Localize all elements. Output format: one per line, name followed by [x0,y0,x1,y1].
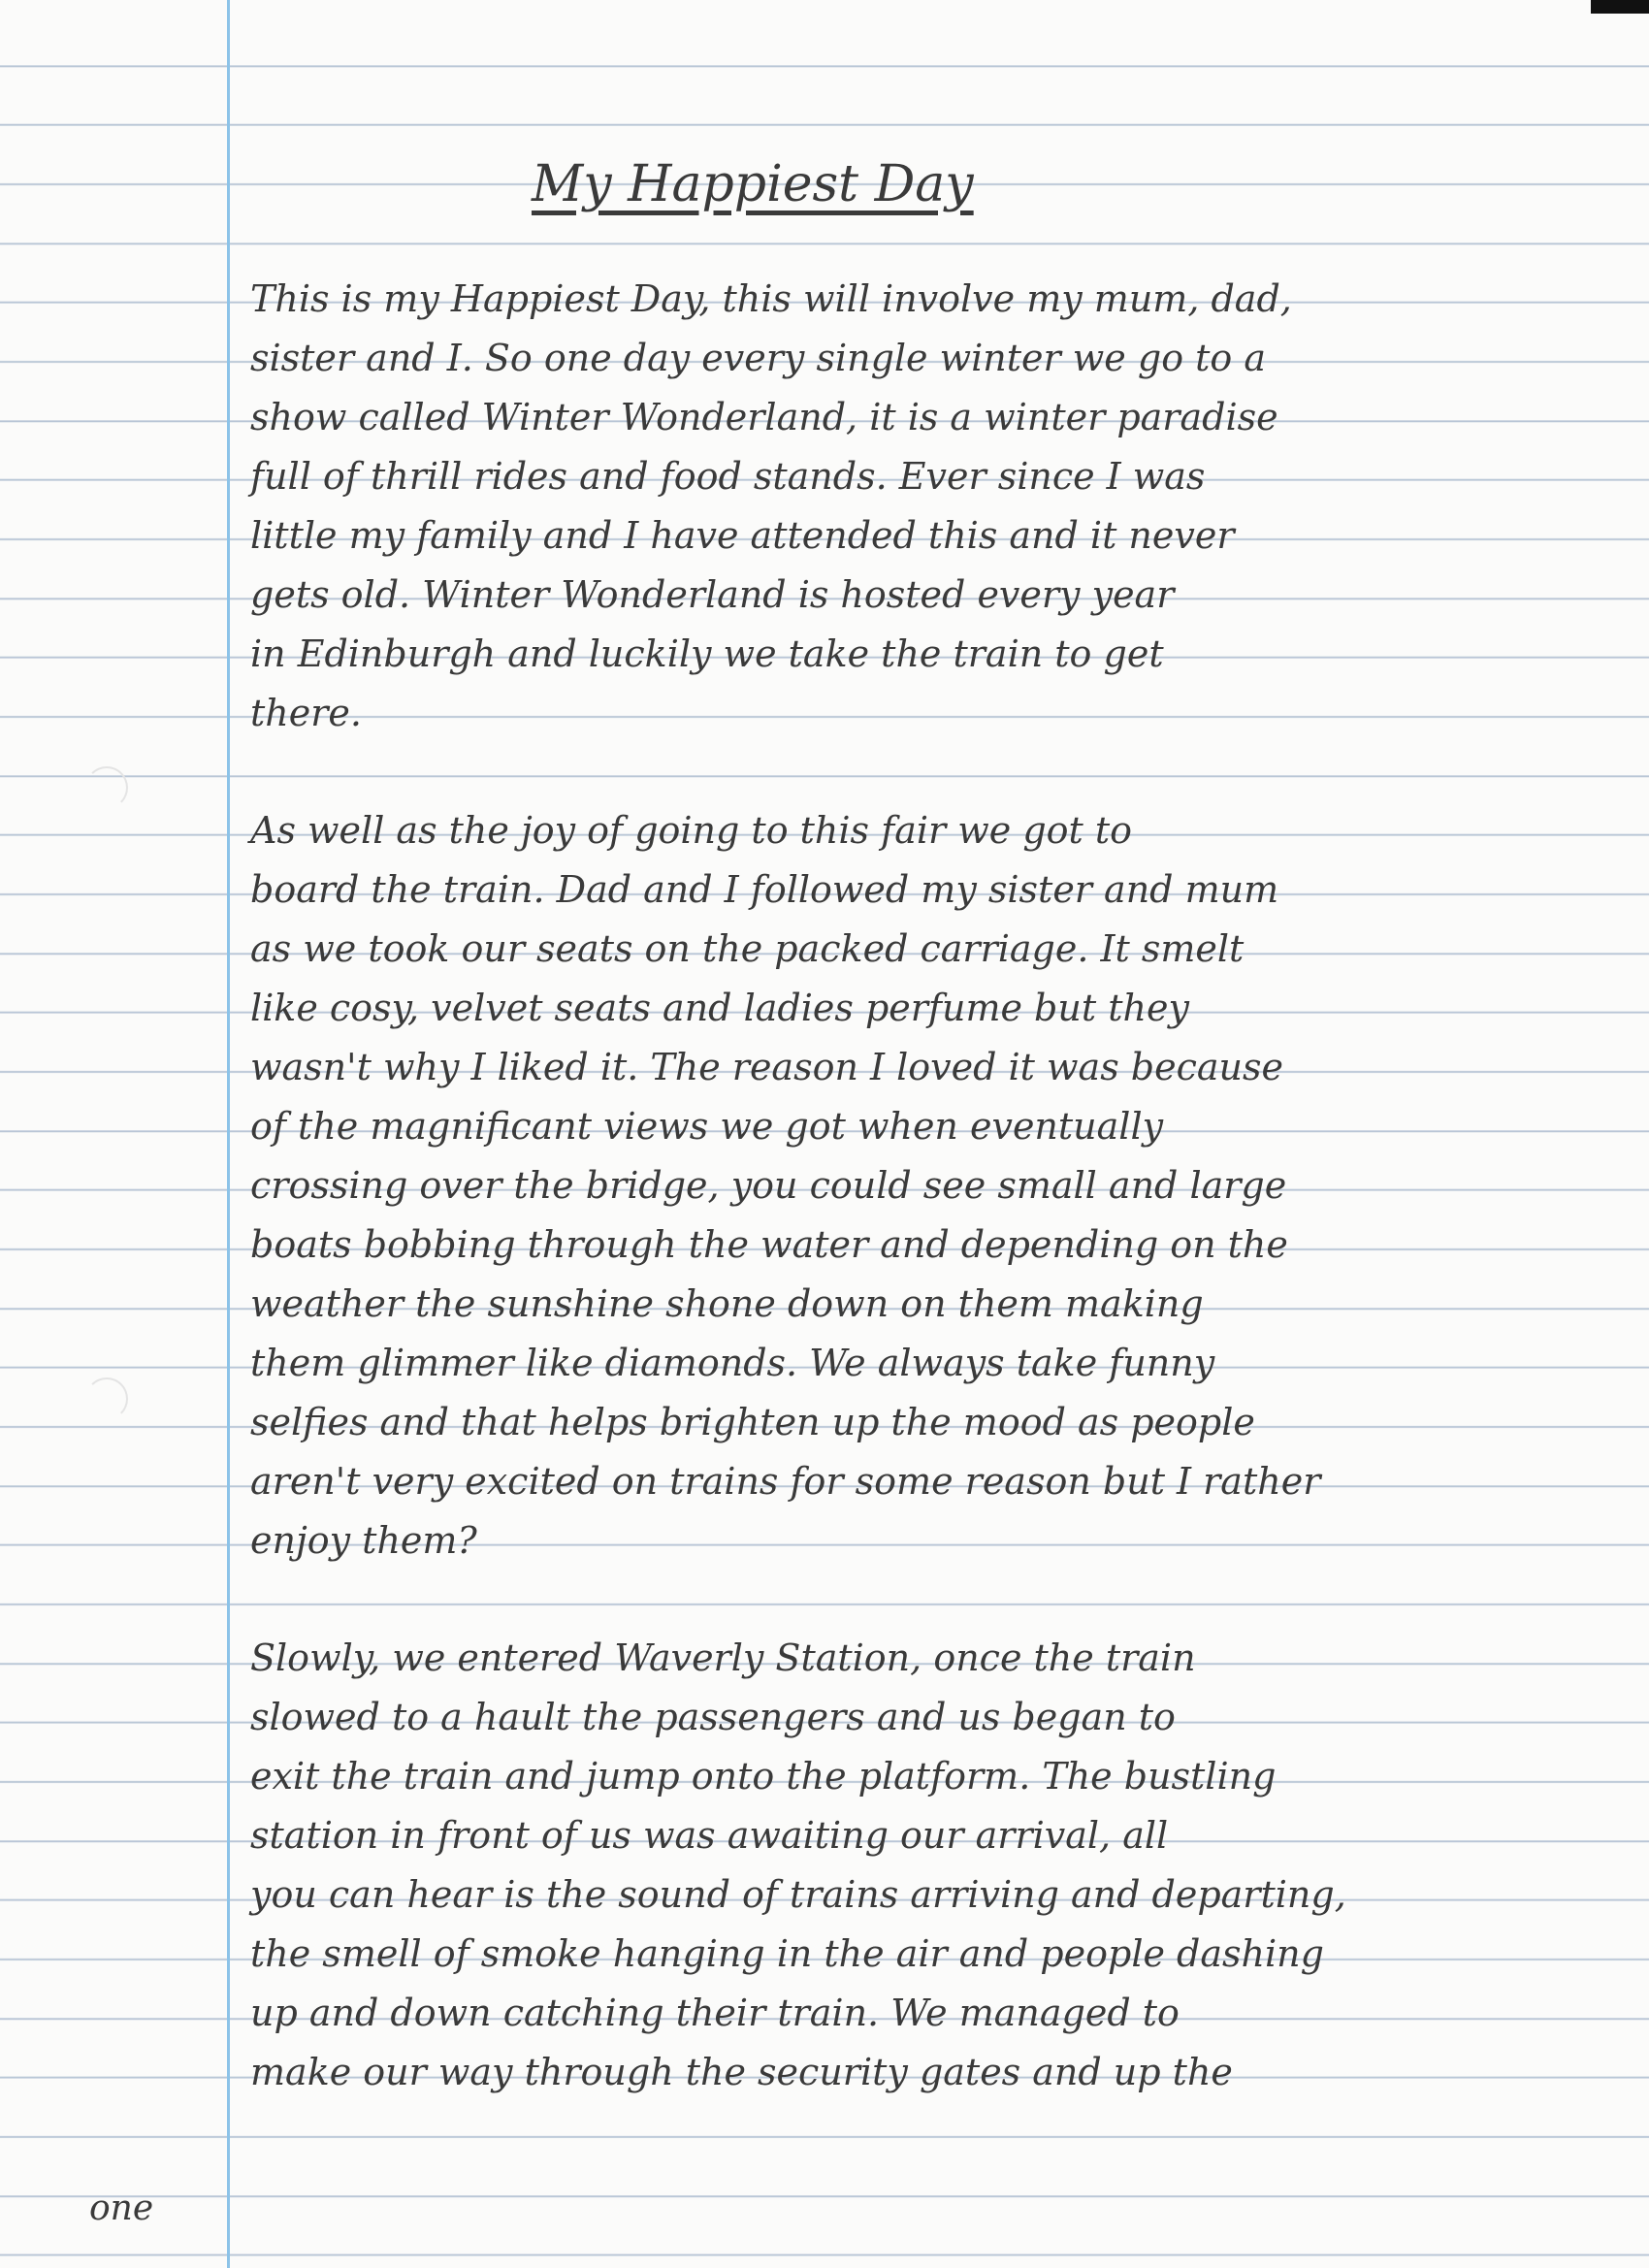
text-line: you can hear is the sound of trains arriving and departing, [250,1873,1346,1916]
text-line: As well as the joy of going to this fair we got to [250,809,1133,852]
text-line: board the train. Dad and I followed my sister and mum [250,868,1279,911]
text-line: little my family and I have attended this and it never [250,514,1235,557]
text-line: exit the train and jump onto the platform. The bustling [250,1755,1277,1798]
text-line: in Edinburgh and luckily we take the train to get [250,632,1164,675]
text-line: sister and I. So one day every single winter we go to a [250,337,1267,379]
text-line: Slowly, we entered Waverly Station, once the train [250,1636,1196,1679]
text-line: aren't very excited on trains for some reason but I rather [250,1460,1321,1503]
text-line: boats bobbing through the water and depending on the [250,1223,1288,1266]
paragraph-2 [250,801,1608,1571]
punch-hole-mark [85,1377,128,1420]
text-line: station in front of us was awaiting our arrival, all [250,1814,1169,1857]
page-number: one [89,2188,154,2228]
text-line: like cosy, velvet seats and ladies perfume but they [250,987,1189,1029]
scan-corner-mark [1591,0,1649,14]
text-line: up and down catching their train. We managed to [250,1992,1180,2034]
essay-body [250,270,1608,2160]
margin-line [227,0,230,2268]
text-line: gets old. Winter Wonderland is hosted every year [250,573,1175,616]
text-line: make our way through the security gates and up the [250,2051,1233,2093]
text-line: of the magnificant views we got when eventually [250,1105,1164,1148]
text-line: full of thrill rides and food stands. Ever since I was [250,455,1206,498]
text-line: as we took our seats on the packed carriage. It smelt [250,927,1245,970]
text-line: them glimmer like diamonds. We always take funny [250,1342,1215,1384]
text-line: show called Winter Wonderland, it is a winter paradise [250,396,1278,438]
essay-title: My Happiest Day [532,155,974,213]
text-line: slowed to a hault the passengers and us began to [250,1696,1176,1738]
text-line: there. [250,692,362,734]
text-line: enjoy them? [250,1519,477,1562]
punch-hole-mark [85,766,128,809]
text-line: wasn't why I liked it. The reason I loved it was because [250,1046,1283,1088]
paragraph-3 [250,1629,1608,2102]
text-line: crossing over the bridge, you could see small and large [250,1164,1287,1207]
text-line: selfies and that helps brighten up the mood as people [250,1401,1255,1443]
text-line: weather the sunshine shone down on them making [250,1282,1204,1325]
paragraph-1 [250,270,1608,743]
text-line: the smell of smoke hanging in the air and people dashing [250,1932,1324,1975]
text-line: This is my Happiest Day, this will involve my mum, dad, [250,277,1292,320]
